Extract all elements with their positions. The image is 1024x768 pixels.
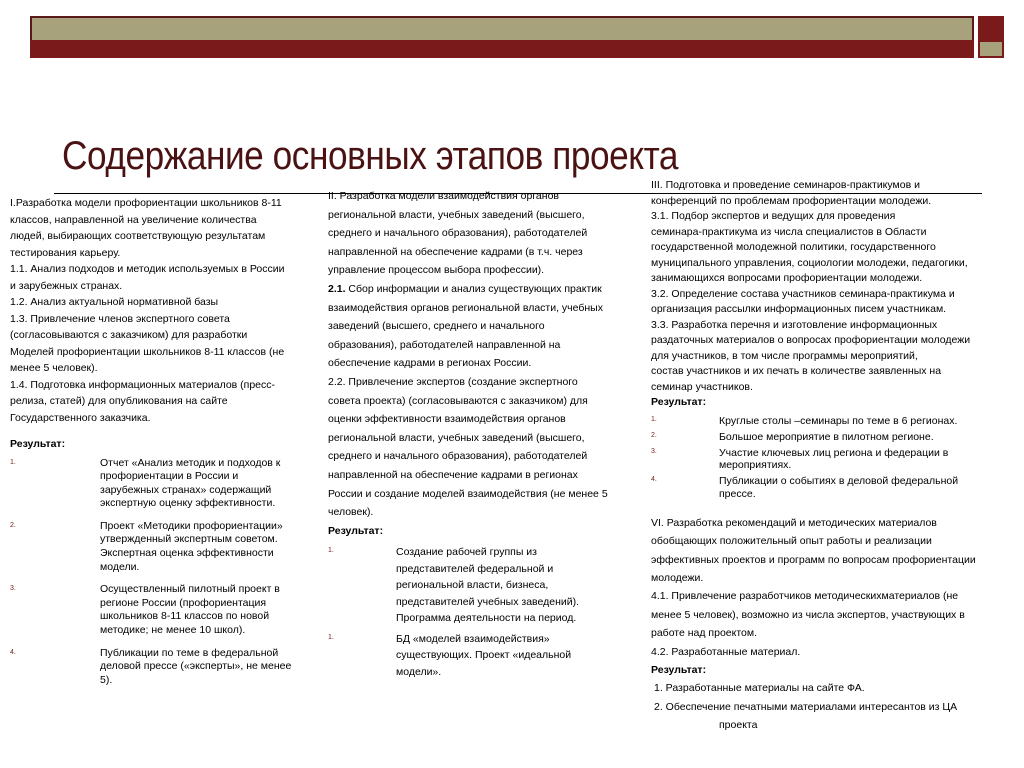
text-line: 1.2. Анализ актуальной нормативной базы [10,296,219,308]
text-line: обеспечение кадрами в регионах России. [328,357,532,370]
stage-2-results [328,544,618,680]
header-bar [30,16,974,42]
result-item [651,475,981,499]
text-line: человек). [328,506,374,519]
text-line: муниципального управления, социологии молодежи, педагогики, [651,256,968,269]
page-title: Содержание основных этапов проекта [62,134,679,178]
result-item-number: 1. [10,458,16,466]
result-item-text: Осуществленный пилотный проект в регионе России (профориентация школьников 8-11 классов по новой методике; не менее 10 школ). [100,583,280,637]
text-line: III. Подготовка и проведение семинаров-практикумов и [651,179,920,191]
text-line: 4.1. Привлечение разработчиков методическихматериалов (не [651,590,959,603]
result-item [10,647,292,688]
text-line: релиза, статей) для опубликования на сайте [10,395,228,407]
stage-2-intro [328,187,618,280]
text-line: совета проекта) (согласовываются с заказчиком) для [328,394,588,407]
text-line: 1.3. Привлечение членов экспертного совета [10,312,230,325]
text-line: образования), работодателей направленной на [328,338,561,351]
text-line: среднего и начального образования), работодателей [328,227,588,240]
text-line: I.Разработка модели профориентации школьников 8-11 [10,197,282,209]
stage-3-result-label: Результат: [651,396,707,408]
result-item-text: Публикации о событиях в деловой федеральной прессе. [719,475,959,500]
result-item [10,520,292,574]
text-line: состав участников и их печать в количестве заявленных на [651,365,942,377]
stage-2-1-paragraph [328,280,618,299]
text-line: взаимодействия органов региональной власти, учебных [328,301,603,314]
stage-1-column [10,195,292,696]
text-line: менее 5 человек), возможно из числа экспертов, участвующих в [651,608,965,621]
result-item-number: 1. [328,547,334,555]
stage-2-2-text [328,373,618,522]
text-line: 4.2. Разработанные материал. [651,645,801,658]
stage-2-1-first-line: Сбор информации и анализ существующих практик [345,282,602,295]
text-line: VI. Разработка рекомендаций и методических материалов [651,516,937,529]
result-item-number: 4. [10,648,16,656]
result-item-number: 3. [10,585,16,593]
text-line: управление процессом выбора профессии). [328,264,545,277]
text-line: конференций по проблемам профориентации молодежи. [651,194,932,207]
text-line: оценки эффективности взаимодействия органов [328,413,566,426]
result-item-number: 1. [328,633,334,641]
result-item-text: Круглые столы –семинары по теме в 6 регионах. [719,414,958,427]
result-item-number: 1. [651,415,657,423]
text-line: 3.1. Подбор экспертов и ведущих для проведения [651,210,896,222]
text-line: обобщающих положительный опыт работы и реализации [651,535,932,548]
result-item [651,415,981,427]
text-line: государственной молодежной политики, государственного [651,241,936,253]
text-line: направленной на обеспечение кадрами (в т.ч. через [328,245,583,258]
result-item [10,457,292,511]
stage-3-text [651,178,981,395]
stage-1-results [10,457,292,688]
text-line: семинар участников. [651,380,753,393]
result-item-text: Участие ключевых лиц региона и федерации в мероприятиях. [719,446,949,472]
result-item [328,544,618,627]
result-item [651,431,981,443]
stage-3-column [651,178,981,735]
result-item-text: БД «моделей взаимодействия» существующих. Проект «идеальной модели». [396,632,572,678]
text-line: направленной на обеспечение кадрами в регионах [328,468,578,481]
header-corner-square-lower [978,40,1004,58]
text-line: классов, направленной на увеличение количества [10,213,257,226]
result-item-text: Публикации по теме в федеральной деловой прессе («эксперты», не менее 5). [100,646,292,686]
result-item-text: Большое мероприятие в пилотном регионе. [719,430,934,443]
header-bar-stripe [30,40,974,58]
text-line: организация рассылки информационных писем участникам. [651,303,947,315]
text-line: семинара-практикума из числа специалистов в Области [651,225,927,238]
stage-1-text [10,195,292,426]
text-line: раздаточных материалов о вопросах профориентации молодежи [651,334,971,346]
text-line: 3.2. Определение состава участников семинара-практикума и [651,287,955,300]
text-line: региональной власти, учебных заведений (высшего, [328,208,585,221]
text-line: молодежи. [651,571,704,584]
result-item-text: Создание рабочей группы из представителей федеральной и региональной власти, бизнеса, представителей учебных заведений). Программа деятельности на период. [396,546,580,625]
text-line: среднего и начального образования), работодателей [328,450,588,463]
text-line: для участников, в том числе программы мероприятий, [651,349,918,362]
text-line: 2. Обеспечение печатными материалами интересантов из ЦА [654,700,958,713]
result-item [328,631,618,681]
text-line: 1. Разработанные материалы на сайте ФА. [654,682,865,695]
stage-6-results [651,679,981,734]
stage-3-results [651,415,981,500]
text-line: 2.2. Привлечение экспертов (создание экспертного [328,375,578,388]
text-line: 1.1. Анализ подходов и методик используемых в России [10,263,285,275]
text-line: России и создание моделей взаимодействия (не менее 5 [328,487,608,500]
stage-1-result-label: Результат: [10,438,66,450]
text-line: эффективных проектов и программ по вопросам профориентации [651,553,976,566]
text-line: (согласовываются с заказчиком) для разработки [10,329,248,341]
text-line: и зарубежных странах. [10,279,123,292]
result-item [651,447,981,471]
text-line: людей, выбирающих соответствующую результатам [10,230,266,242]
text-line: Государственного заказчика. [10,411,151,424]
stage-2-column [328,187,618,684]
stage-2-1-text [328,299,618,373]
result-item-number: 3. [651,447,657,455]
stage-2-1-number: 2.1. [328,282,346,295]
result-item-number: 2. [651,431,657,439]
text-line: II. Разработка модели взаимодействия органов [328,190,559,202]
text-line: заведений (высшего, среднего и начального [328,320,545,333]
header-corner-square [978,16,1004,42]
stage-6-text [651,514,981,661]
text-line: работе над проектом. [651,627,758,640]
text-line: 3.3. Разработка перечня и изготовление информационных [651,318,938,331]
text-line: региональной власти, учебных заведений (высшего, [328,431,585,444]
text-line: менее 5 человек). [10,362,98,374]
result-item-text: Отчет «Анализ методик и подходов к профориентации в России и зарубежных странах» содержащий экспертную оценку эффективности. [100,456,281,510]
result-item-text: Проект «Методики профориентации» утвержденный экспертным советом. Экспертная оценка эффективности модели. [100,519,283,573]
text-line: проекта [719,719,758,732]
stage-6-result-label: Результат: [651,663,707,676]
text-line: 1.4. Подготовка информационных материалов (пресс- [10,378,276,391]
result-item-number: 4. [651,476,657,484]
result-item-number: 2. [10,521,16,529]
text-line: занимающихся вопросами профориентации молодежи. [651,272,923,284]
stage-2-result-label: Результат: [328,524,384,537]
text-line: тестирования карьеру. [10,246,121,259]
result-item [10,583,292,637]
text-line: Моделей профориентации школьников 8-11 классов (не [10,345,285,358]
